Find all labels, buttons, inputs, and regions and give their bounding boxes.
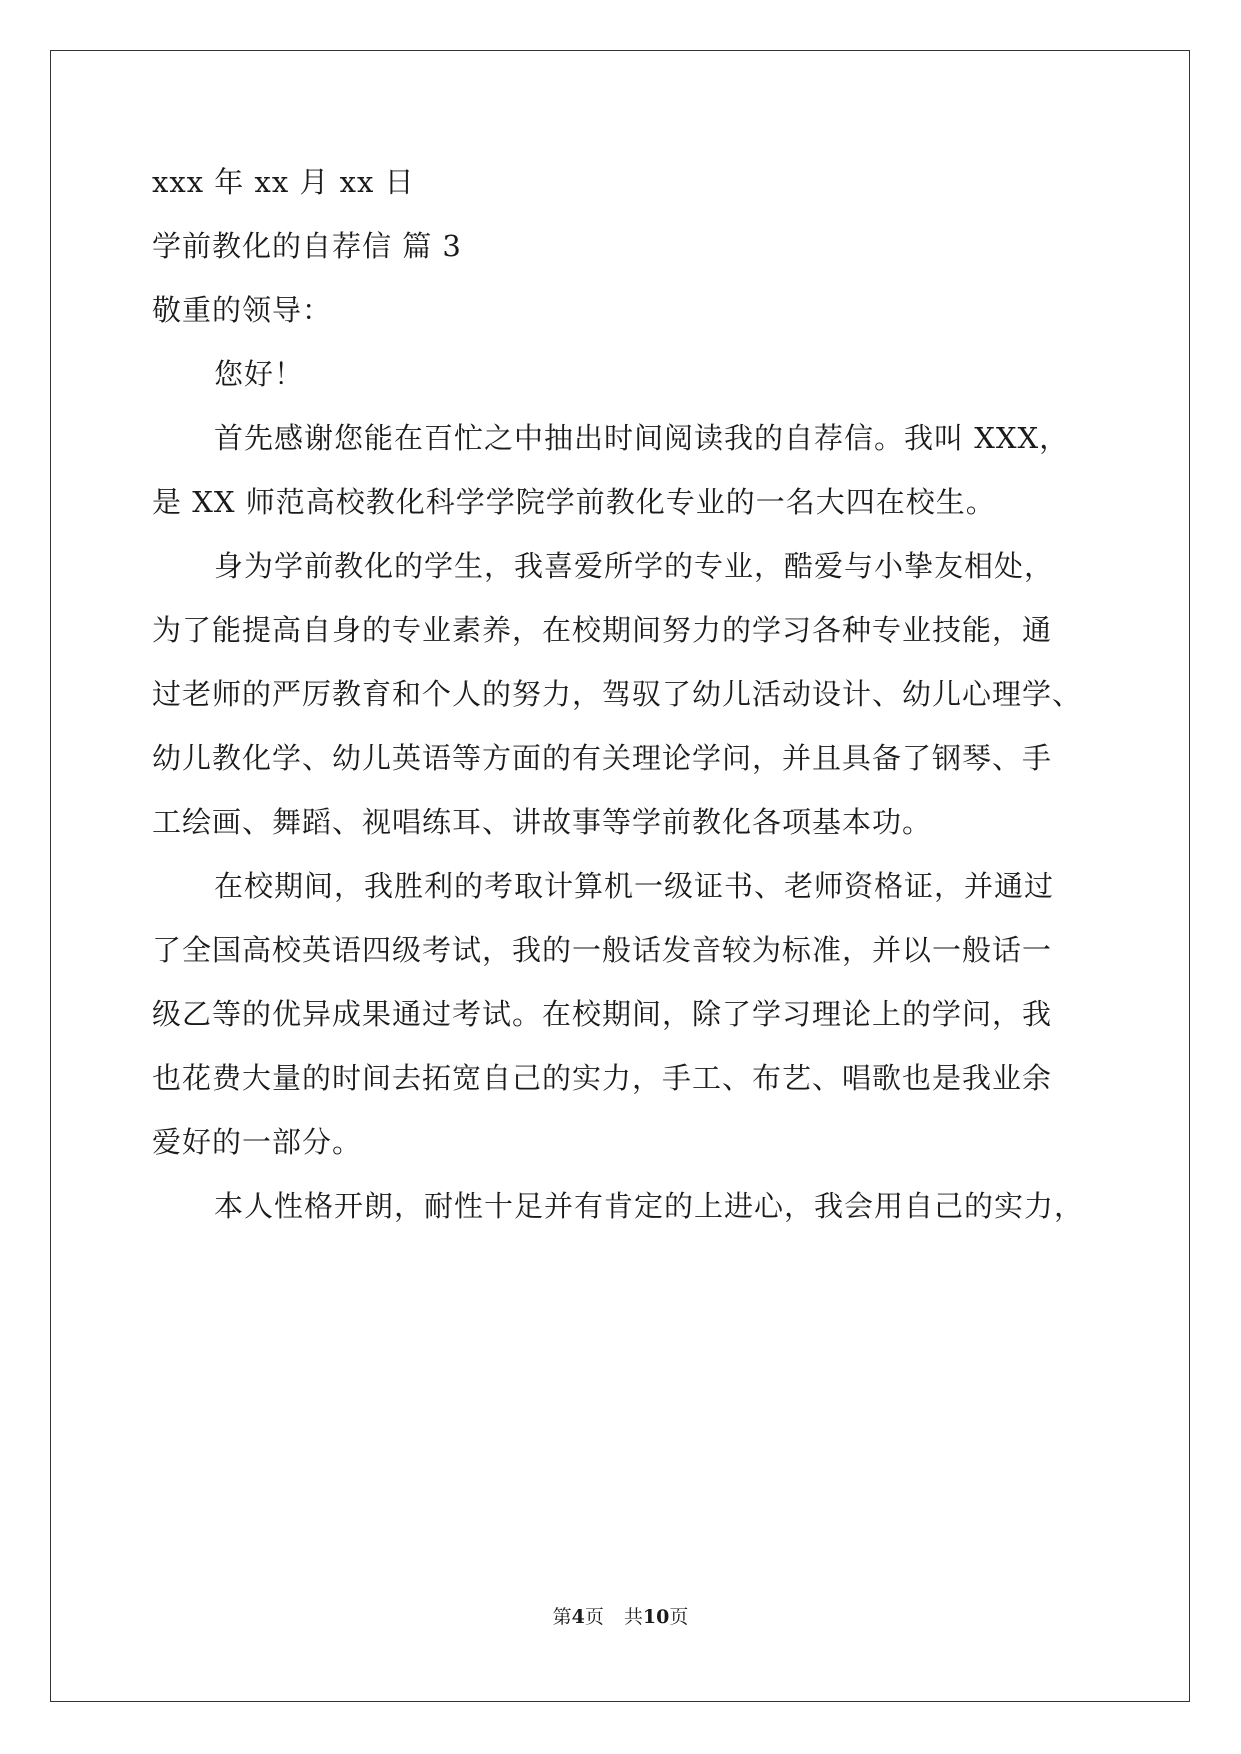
paragraph-line: 本人性格开朗，耐性十足并有肯定的上进心，我会用自己的实力， xyxy=(214,1189,1085,1223)
paragraph-line: 爱好的一部分。 xyxy=(152,1125,363,1159)
paragraph-line: 工绘画、舞蹈、视唱练耳、讲故事等学前教化各项基本功。 xyxy=(152,805,933,839)
page-total: 10 xyxy=(642,1606,670,1628)
total-suffix: 页 xyxy=(669,1606,689,1628)
date-line: xxx 年 xx 月 xx 日 xyxy=(152,165,415,199)
paragraph-line: 是 XX 师范高校教化科学学院学前教化专业的一名大四在校生。 xyxy=(152,485,996,519)
page-prefix: 第 xyxy=(552,1606,572,1628)
document-body xyxy=(152,162,1092,1250)
greeting: 您好！ xyxy=(214,357,305,391)
paragraph-line: 也花费大量的时间去拓宽自己的实力，手工、布艺、唱歌也是我业余 xyxy=(152,1061,1053,1095)
paragraph-line: 过老师的严厉教育和个人的努力，驾驭了幼儿活动设计、幼儿心理学、 xyxy=(152,677,1083,711)
paragraph-line: 幼儿教化学、幼儿英语等方面的有关理论学问，并且具备了钢琴、手 xyxy=(152,741,1053,775)
paragraph-line: 在校期间，我胜利的考取计算机一级证书、老师资格证，并通过 xyxy=(214,869,1055,903)
section-heading: 学前教化的自荐信 篇 3 xyxy=(152,229,462,263)
paragraph-line: 了全国高校英语四级考试，我的一般话发音较为标准，并以一般话一 xyxy=(152,933,1053,967)
paragraph-line: 级乙等的优异成果通过考试。在校期间，除了学习理论上的学问，我 xyxy=(152,997,1053,1031)
paragraph-line: 身为学前教化的学生，我喜爱所学的专业，酷爱与小挚友相处， xyxy=(214,549,1055,583)
salutation: 敬重的领导： xyxy=(152,293,333,327)
page-number: 4 xyxy=(571,1606,585,1628)
page-suffix: 页 xyxy=(584,1606,604,1628)
total-prefix: 共 xyxy=(623,1606,643,1628)
paragraph-line: 为了能提高自身的专业素养，在校期间努力的学习各种专业技能，通 xyxy=(152,613,1053,647)
paragraph-line: 首先感谢您能在百忙之中抽出时间阅读我的自荐信。我叫 XXX， xyxy=(214,421,1070,455)
page-footer xyxy=(0,1602,1241,1629)
